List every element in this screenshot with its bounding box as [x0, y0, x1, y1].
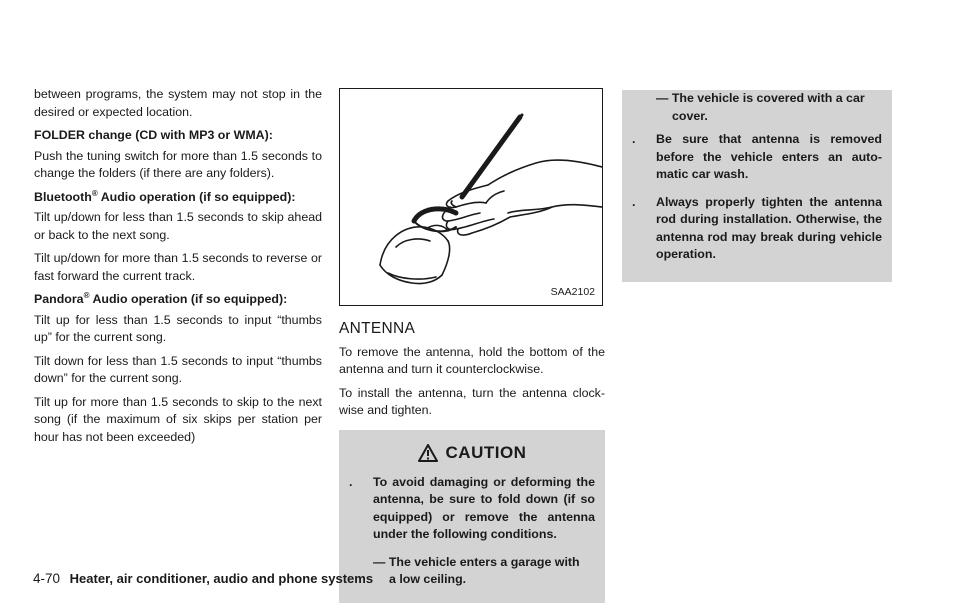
caution-box	[339, 430, 605, 603]
heading-bluetooth-label: Bluetooth	[34, 189, 92, 204]
paragraph-antenna-install: To install the antenna, turn the antenna clock-wise and tighten.	[339, 385, 605, 417]
heading-pandora-label: Pandora	[34, 292, 84, 306]
caution-item-fold-down: To avoid damaging or deforming the antenna, be sure to fold down (if so equipped) or remove the antenna under the following conditions.	[373, 474, 595, 541]
caution-box-continued	[622, 90, 892, 282]
heading-pandora-suffix: Audio operation (if so equipped):	[89, 292, 288, 306]
page-number: 4-70	[33, 571, 61, 586]
bullet-mark: .	[632, 194, 636, 209]
bullet-mark: .	[632, 132, 636, 146]
caution-bullet	[349, 474, 595, 544]
caution-item-tighten-rod: Always properly tighten the antenna rod during installation. Otherwise, the antenna rod may break during vehicle operation.	[656, 194, 882, 261]
chapter-title: Heater, air conditioner, audio and phone systems	[69, 571, 374, 586]
caution-bullet	[632, 194, 882, 264]
heading-pandora-audio	[34, 291, 322, 309]
caution-subitem-garage	[349, 554, 595, 589]
page-footer	[33, 571, 373, 586]
caution-header	[349, 444, 595, 462]
caution-subitem-car-cover	[632, 90, 882, 125]
subitem-car-cover-line1: — The vehicle is covered with a car	[656, 91, 865, 105]
paragraph-antenna-remove: To remove the antenna, hold the bottom of the antenna and turn it counterclockwise.	[339, 344, 605, 376]
caution-item-car-wash: Be sure that antenna is removed before the vehicle enters an auto-matic car wash.	[656, 132, 882, 181]
subitem-car-cover-line2: cover.	[672, 108, 708, 123]
paragraph-bluetooth-skip: Tilt up/down for less than 1.5 seconds to skip ahead or back to the next song.	[34, 210, 322, 242]
paragraph-skip-song: Tilt up for more than 1.5 seconds to skip to the next song (if the maximum of six skips per station per hour has not been exceeded)	[34, 394, 322, 444]
registered-mark: ®	[91, 188, 98, 198]
heading-bluetooth-audio	[34, 189, 322, 207]
warning-icon	[418, 444, 438, 462]
section-title-antenna: ANTENNA	[339, 320, 416, 337]
paragraph-intro: between programs, the system may not stop in the desired or expected location.	[34, 87, 322, 119]
bullet-mark: .	[349, 474, 353, 489]
caution-bullet	[632, 131, 882, 184]
middle-column	[339, 86, 605, 603]
figure-label: SAA2102	[550, 285, 595, 298]
paragraph-thumbs-down: Tilt down for less than 1.5 seconds to input “thumbs down” for the current song.	[34, 353, 322, 385]
registered-mark: ®	[83, 290, 90, 300]
heading-bluetooth-suffix: Audio operation (if so equipped):	[97, 189, 296, 204]
caution-title: CAUTION	[445, 442, 527, 462]
right-column	[622, 90, 892, 282]
paragraph-bluetooth-reverse: Tilt up/down for more than 1.5 seconds to reverse or fast forward the current track.	[34, 251, 322, 283]
heading-folder-change: FOLDER change (CD with MP3 or WMA):	[34, 128, 273, 142]
antenna-removal-drawing	[340, 89, 602, 305]
paragraph-folder-change: Push the tuning switch for more than 1.5 seconds to change the folders (if there are any folders).	[34, 148, 322, 180]
antenna-illustration	[339, 88, 603, 306]
subitem-garage-line2: a low ceiling.	[389, 572, 467, 586]
subitem-garage-line1: — The vehicle enters a garage with	[373, 554, 580, 569]
left-column	[34, 86, 322, 452]
paragraph-thumbs-up: Tilt up for less than 1.5 seconds to input “thumbs up” for the current song.	[34, 312, 322, 344]
